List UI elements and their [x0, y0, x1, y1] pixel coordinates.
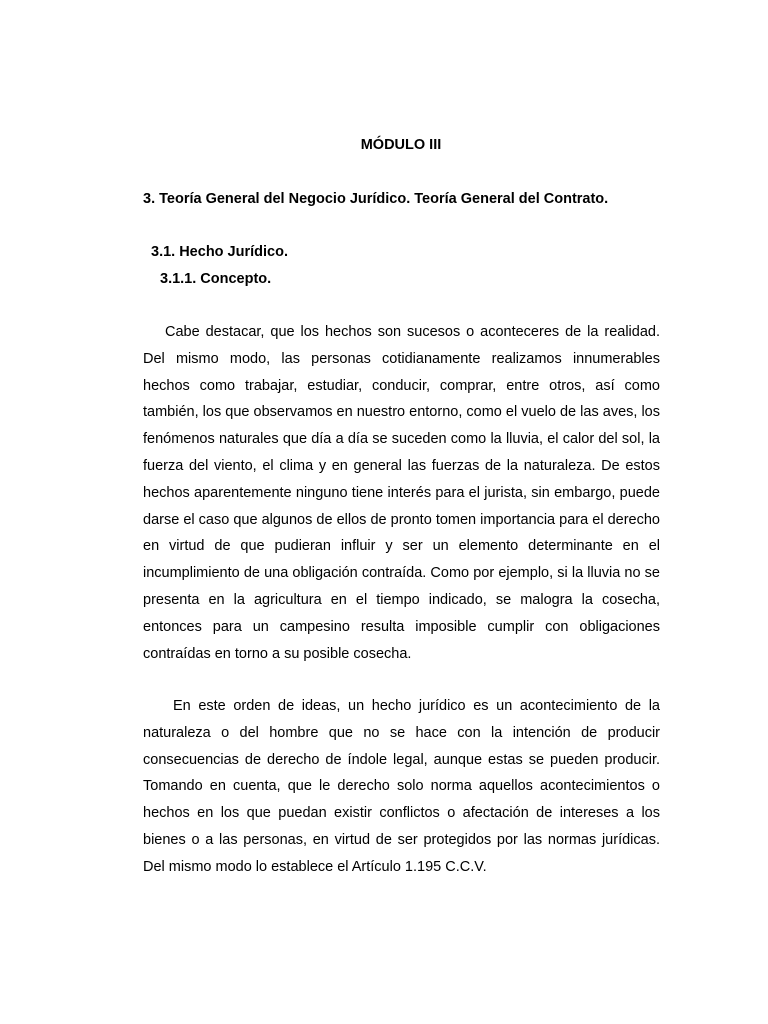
- module-title: MÓDULO III: [360, 137, 442, 153]
- section-heading: 3. Teoría General del Negocio Jurídico. Teoría General del Contrato.: [143, 191, 609, 207]
- body-paragraph-1: Cabe destacar, que los hechos son sucesos o aconteceres de la realidad. Del mismo modo, las personas cotidianamente realizamos innumerables hechos como trabajar, estudiar, conducir, comprar, entre otros, así como también, los que observamos en nuestro entorno, como el vuelo de las aves, los fenómenos naturales que día a día se suceden como la lluvia, el calor del sol, la fuerza del viento, el clima y en general las fuerzas de la naturaleza. De estos hechos aparentemente ninguno tiene interés para el jurista, sin embargo, puede darse el caso que algunos de ellos de pronto tomen importancia para el derecho en virtud de que pudieran influir y ser un elemento determinante en el incumplimiento de una obligación contraída. Como por ejemplo, si la lluvia no se presenta en la agricultura en el tiempo indicado, se malogra la cosecha, entonces para un campesino resulta imposible cumplir con obligaciones contraídas en torno a su posible cosecha.: [143, 324, 660, 662]
- body-paragraph-2: En este orden de ideas, un hecho jurídico es un acontecimiento de la naturaleza o del hombre que no se hace con la intención de producir consecuencias de derecho de índole legal, aunque estas se pueden producir. Tomando en cuenta, que le derecho solo norma aquellos acontecimientos o hechos en los que puedan existir conflictos o afectación de intereses a los bienes o a las personas, en virtud de ser protegidos por las normas jurídicas. Del mismo modo lo establece el Artículo 1.195 C.C.V.: [143, 698, 660, 875]
- subsection-heading: 3.1. Hecho Jurídico.: [151, 244, 288, 260]
- subsubsection-heading: 3.1.1. Concepto.: [160, 271, 272, 287]
